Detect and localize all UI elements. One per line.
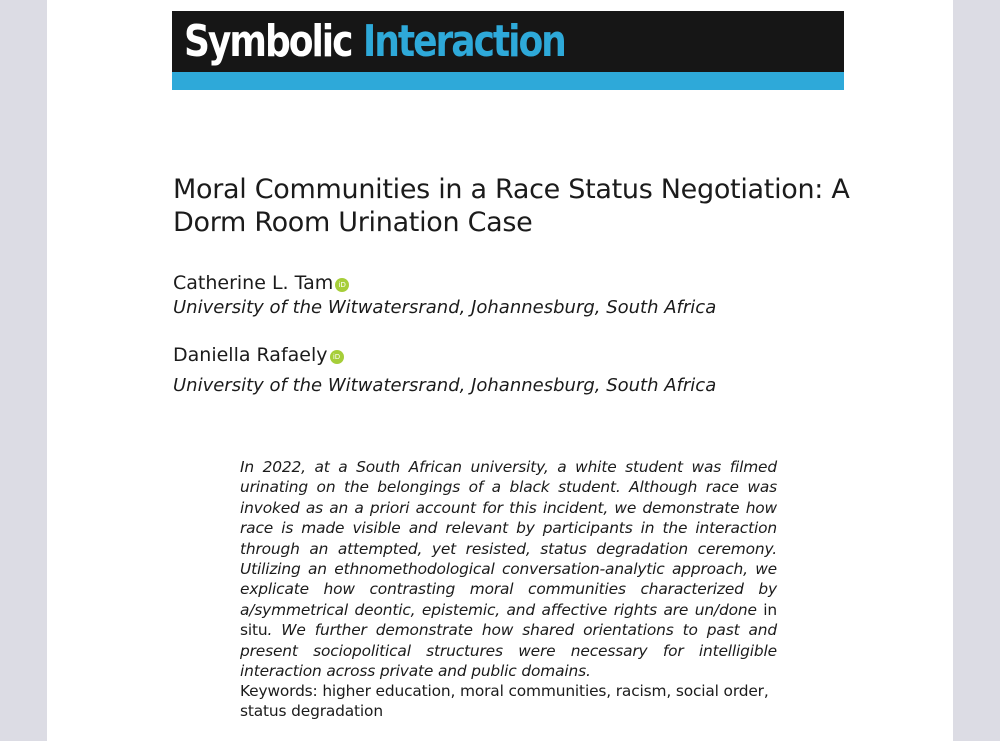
abstract-in-situ: in situ xyxy=(240,600,777,640)
journal-title-part1: Symbolic xyxy=(184,16,352,67)
author-name-text: Catherine L. Tam xyxy=(173,272,334,294)
orcid-icon[interactable]: iD xyxy=(335,278,349,292)
orcid-icon[interactable]: iD xyxy=(330,350,344,364)
author-name xyxy=(173,271,349,295)
abstract-text-continued: . We further demonstrate how shared orientations to past and present sociopolitical structures were necessary for intelligible interaction across private and public domains. xyxy=(240,621,777,681)
author-name-text: Daniella Rafaely xyxy=(173,344,328,366)
author-name xyxy=(173,343,344,367)
abstract-text: In 2022, at a South African university, a white student was filmed urinating on the belongings of a black student. Although race was invoked as an a priori account for this incident, we demonstrate how race is made visible and relevant by participants in the interaction through an attempted, yet resisted, status degradation ceremony. Utilizing an ethnomethodological conversation-analytic approach, we explicate how contrasting moral communities characterized by a/symmetrical deontic, epistemic, and affective rights are un/done xyxy=(240,458,777,619)
abstract xyxy=(240,457,777,681)
author-affiliation: University of the Witwatersrand, Johannesburg, South Africa xyxy=(173,375,717,396)
journal-banner xyxy=(172,11,844,90)
journal-title xyxy=(184,14,565,70)
author-affiliation: University of the Witwatersrand, Johannesburg, South Africa xyxy=(173,297,717,318)
keywords: Keywords: higher education, moral communities, racism, social order, status degradation xyxy=(240,682,769,721)
article-title: Moral Communities in a Race Status Negotiation: A Dorm Room Urination Case xyxy=(173,174,850,238)
paper-page xyxy=(47,0,953,741)
journal-title-part2: Interaction xyxy=(362,16,565,67)
banner-blue-band xyxy=(172,72,844,90)
